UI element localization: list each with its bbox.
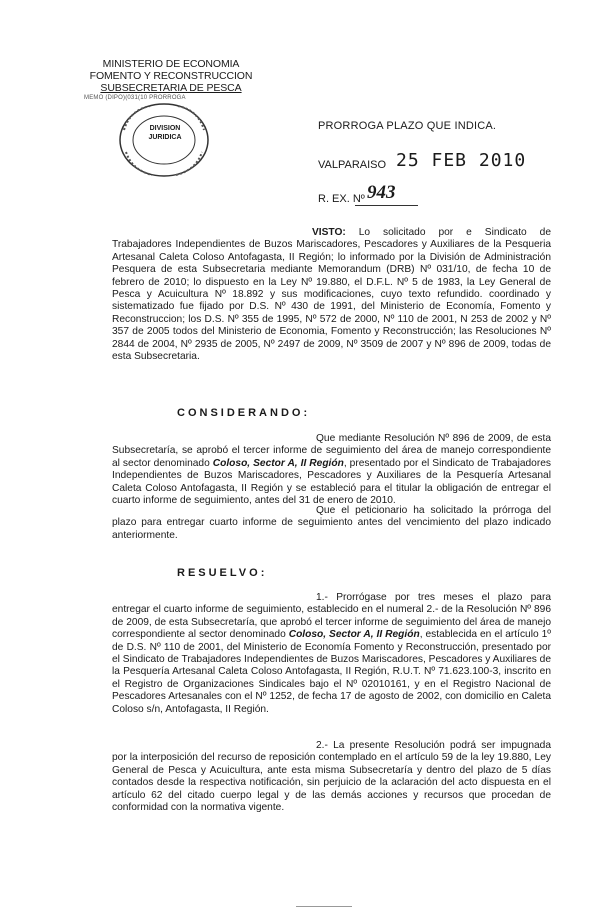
rex-underline [355,205,418,206]
rex-label: R. EX. Nº [318,193,365,205]
ministry-name: MINISTERIO DE ECONOMIA [102,58,240,70]
visto-text: Lo solicitado por e Sindicato de Trabajadores Independientes de Buzos Mariscadores, Pescadores y Auxiliares de la Pesqueria Artesanal Caleta Coloso Antofagasta, II Región; lo informado por la División de Administración Pesquera de esta Subsecretaria mediante Memorandum (DRB) Nº 031/10, de fecha 10 de febrero de 2010; lo dispuesto en la Ley Nº 19.880, el D.F.L. Nº 5 de 1983, la Ley General de Pesca y Acuicultura Nº 18.892 y sus modificaciones, cuyo texto refundido. coordinado y sistematizado fue fijado por D.S. Nº 430 de 1991, del Ministerio de Economía, Fomento y Reconstruccion; los D.S. Nº 355 de 1995, Nº 572 de 2000, Nº 110 de 2001, N 253 de 2002 y Nº 357 de 2005 todos del Ministerio de Economia, Fomento y Reconstrucción; las Resoluciones Nº 2844 de 2004, Nº 2935 de 2005, Nº 2497 de 2009, Nº 3509 de 2007 y Nº 896 de 2009, todas de esta Subsecretaria. [112,227,551,363]
resuelvo-heading: RESUELVO: [177,567,268,579]
ministry-subname: FOMENTO Y RECONSTRUCCION [89,70,253,82]
subsecretaria-name: SUBSECRETARIA DE PESCA [100,82,242,94]
letterhead [86,58,256,94]
resuelvo-paragraph-2: 2.- La presente Resolución podrá ser impugnada por la interposición del recurso de reposición contemplado en el artículo 59 de la ley 19.880, Ley General de Pesca y Acuicultura, ante esta misma Subsecretaría y dentro del plazo de 5 días contados desde la respectiva notificación, sin perjuicio de la aclaración del acto dispuesta en el artículo 62 del citado cuerpo legal y de las demás acciones y recursos que procedan de conformidad con la normativa vigente. [112,740,551,814]
resuelvo-paragraph-1: 1.- Prorrógase por tres meses el plazo para entregar el cuarto informe de seguimiento, establecido en el numeral 2.- de la Resolución Nº 896 de 2009, de esta Subsecretaría, que aprobó el tercer informe de seguimiento del área de manejo correspondiente al sector denominado Coloso, Sector A, II Región, establecida en el artículo 1º de D.S. Nº 110 de 2001, del Ministerio de Economía Fomento y Reconstrucción, presentado por el Sindicato de Trabajadores Independientes de Buzos Mariscadores, Pescadores y Auxiliares de la Pesquería Artesanal Caleta Coloso Antofagasta, II Región, R.U.T. Nº 71.623.100-3, inscrito en el Registro de Organizaciones Sindicales bajo el Nº 02010161, y en el Registro Nacional de Pescadores Artesanales con el Nº 1252, de fecha 17 de agosto de 2002, con domicilio en Caleta Coloso s/n, Antofagasta, II Región. [112,592,551,715]
memo-reference: MEMO (DIPO)(031(10 PRORROGA [84,95,186,101]
sector-name: Coloso, Sector A, II Región [212,457,344,469]
considerando-paragraph-2: Que el peticionario ha solicitado la prórroga del plazo para entregar cuarto informe de seguimiento antes del vencimiento del plazo indicado anteriormente. [112,505,551,541]
stamp-label: DIVISION JURIDICA [148,125,182,141]
considerando-paragraph-1: Que mediante Resolución Nº 896 de 2009, de esta Subsecretaría, se aprobó el tercer informe de seguimiento del área de manejo correspondiente al sector denominado Coloso, Sector A, II Región, presentado por el Sindicato de Trabajadores Independientes de Buzos Mariscadores, Pescadores y Auxiliares de la Pesquería Artesanal Caleta Coloso Antofagasta, II Región y se estableció para el titular la obligación de entregar el cuarto informe de seguimiento, antes del 31 de enero de 2010. [112,433,551,507]
sector-name: Coloso, Sector A, II Región [288,629,420,641]
date-stamp: 25 FEB 2010 [396,150,527,171]
visto-label: VISTO: [312,227,346,238]
visto-paragraph [112,227,551,363]
considerando-heading: CONSIDERANDO: [177,407,311,419]
page-footer-mark [296,906,352,907]
rex-number: 943 [367,182,396,203]
document-title: PRORROGA PLAZO QUE INDICA. [318,120,497,132]
place-label: VALPARAISO [318,159,387,171]
